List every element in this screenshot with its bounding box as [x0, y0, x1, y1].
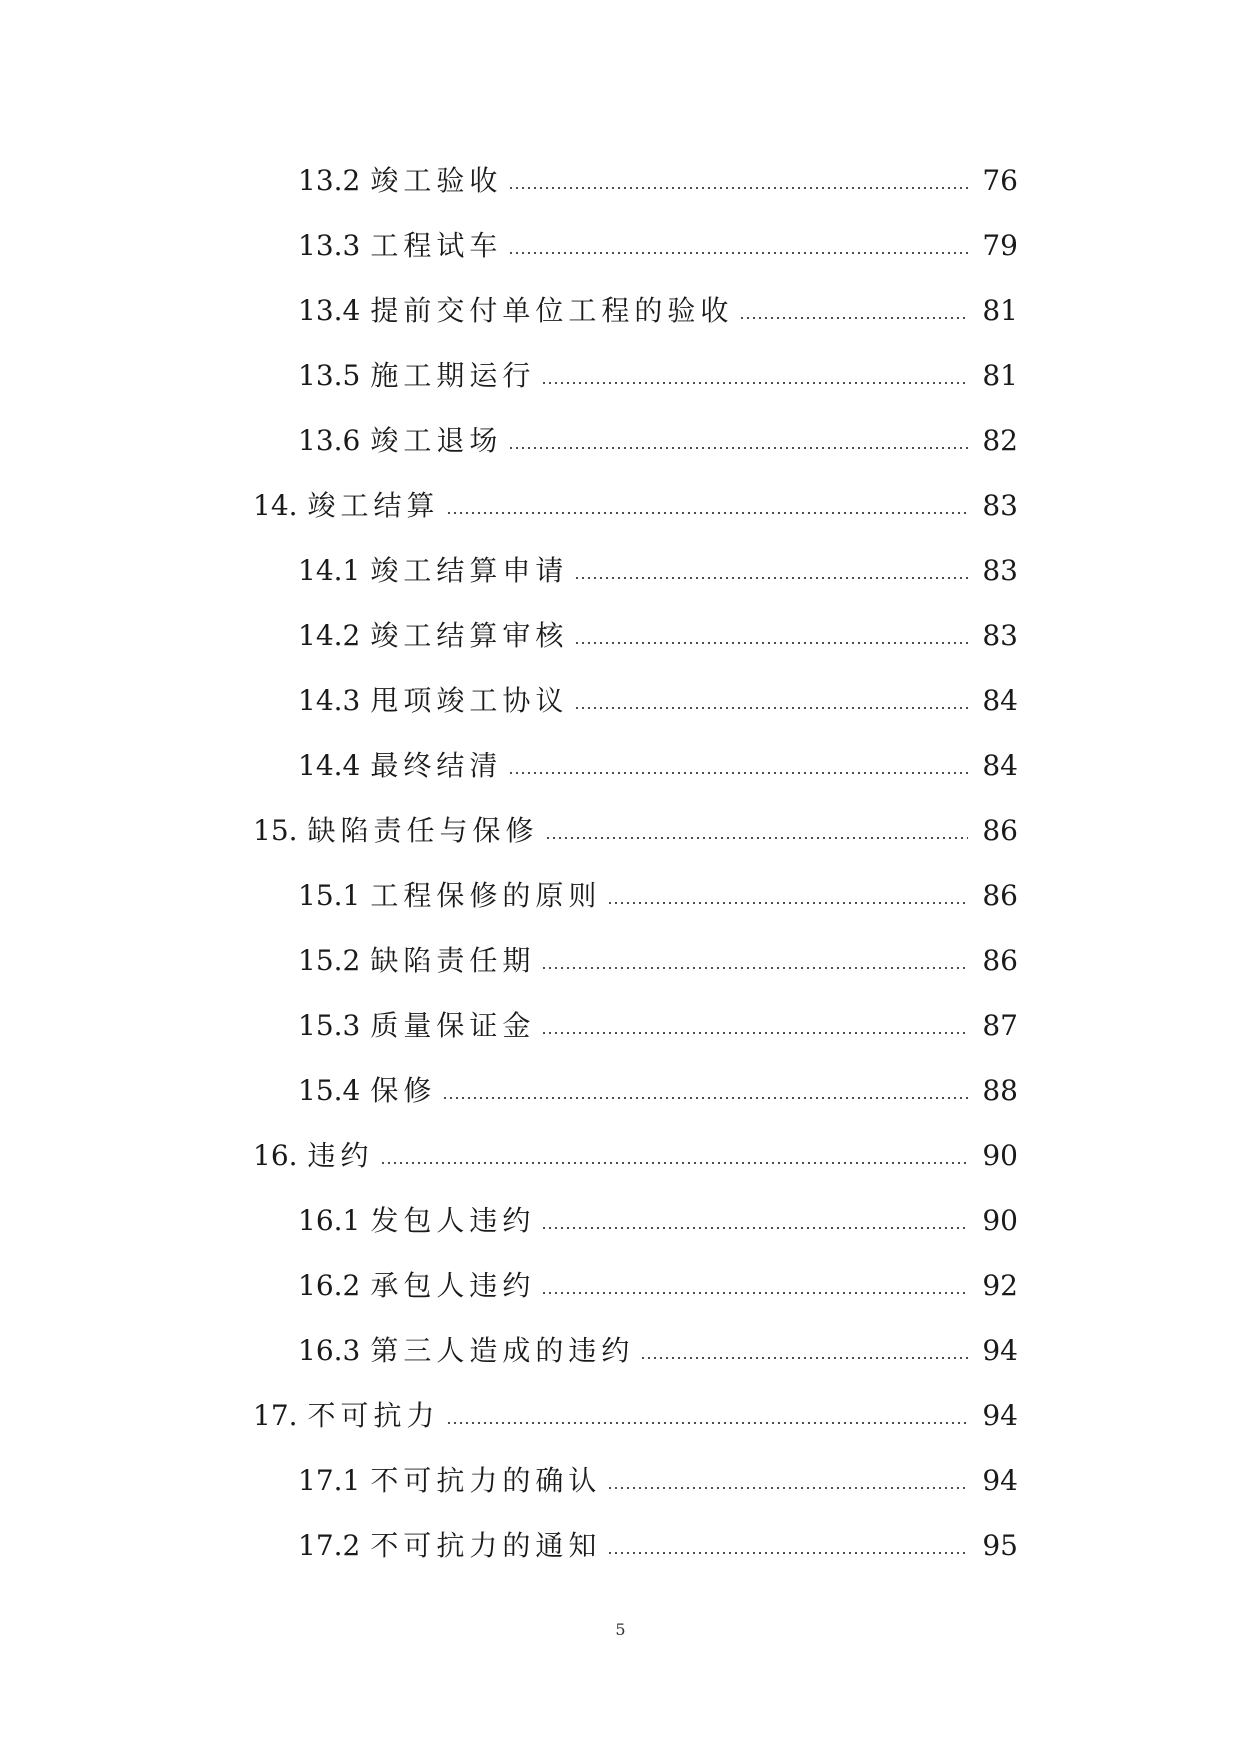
- toc-entry-number: 16.1: [298, 1203, 361, 1237]
- toc-entry[interactable]: [0, 213, 1241, 278]
- toc-entry-title: 最终结清: [370, 748, 503, 782]
- toc-entry[interactable]: [0, 1448, 1241, 1513]
- toc-entry-number: 16.: [253, 1138, 298, 1172]
- toc-dot-leader: [541, 1032, 968, 1034]
- toc-dot-leader: [508, 772, 968, 774]
- toc-entry-page: 79: [982, 228, 1018, 262]
- toc-entry[interactable]: [0, 603, 1241, 668]
- toc-dot-leader: [380, 1162, 968, 1164]
- toc-entry-title: 工程试车: [370, 228, 503, 262]
- toc-entry-page: 90: [982, 1203, 1018, 1237]
- toc-entry-number: 15.2: [298, 943, 361, 977]
- toc-dot-leader: [607, 1487, 968, 1489]
- toc-entry-number: 13.6: [298, 423, 361, 457]
- toc-entry[interactable]: [0, 1188, 1241, 1253]
- toc-dot-leader: [541, 382, 968, 384]
- toc-entry-title: 承包人违约: [370, 1268, 536, 1302]
- toc-dot-leader: [574, 577, 968, 579]
- toc-dot-leader: [640, 1357, 968, 1359]
- toc-dot-leader: [574, 642, 968, 644]
- toc-entry-page: 83: [982, 488, 1018, 522]
- toc-dot-leader: [541, 967, 968, 969]
- toc-entry-title: 工程保修的原则: [370, 878, 602, 912]
- toc-entry-title: 缺陷责任期: [370, 943, 536, 977]
- page-number: 5: [615, 1620, 626, 1639]
- toc-section-entry[interactable]: [0, 1123, 1241, 1188]
- toc-entry[interactable]: [0, 733, 1241, 798]
- toc-entry[interactable]: [0, 538, 1241, 603]
- toc-dot-leader: [574, 707, 968, 709]
- toc-dot-leader: [545, 837, 968, 839]
- toc-entry-number: 14.: [253, 488, 298, 522]
- toc-entry-page: 88: [982, 1073, 1018, 1107]
- toc-entry-page: 76: [982, 163, 1018, 197]
- toc-section-entry[interactable]: [0, 473, 1241, 538]
- toc-entry-title: 发包人违约: [370, 1203, 536, 1237]
- toc-entry-page: 81: [982, 358, 1018, 392]
- toc-entry-page: 81: [982, 293, 1018, 327]
- toc-entry-title: 缺陷责任与保修: [307, 813, 539, 847]
- toc-entry-title: 竣工退场: [370, 423, 503, 457]
- toc-entry-page: 90: [982, 1138, 1018, 1172]
- toc-dot-leader: [508, 447, 968, 449]
- toc-entry-page: 92: [982, 1268, 1018, 1302]
- toc-entry-page: 86: [982, 943, 1018, 977]
- toc-entry-number: 15.4: [298, 1073, 361, 1107]
- toc-entry-page: 94: [982, 1463, 1018, 1497]
- toc-dot-leader: [446, 512, 968, 514]
- toc-dot-leader: [442, 1097, 968, 1099]
- toc-entry[interactable]: [0, 993, 1241, 1058]
- toc-entry[interactable]: [0, 343, 1241, 408]
- toc-entry-page: 86: [982, 813, 1018, 847]
- toc-entry-number: 16.3: [298, 1333, 361, 1367]
- toc-entry[interactable]: [0, 863, 1241, 928]
- toc-entry[interactable]: [0, 668, 1241, 733]
- toc-entry-title: 第三人造成的违约: [370, 1333, 635, 1367]
- toc-entry-title: 质量保证金: [370, 1008, 536, 1042]
- toc-entry-page: 84: [982, 683, 1018, 717]
- toc-entry-page: 94: [982, 1398, 1018, 1432]
- toc-entry-title: 竣工结算: [307, 488, 440, 522]
- toc-entry-title: 竣工结算申请: [370, 553, 569, 587]
- toc-dot-leader: [541, 1292, 968, 1294]
- toc-entry-title: 保修: [370, 1073, 437, 1107]
- toc-entry-number: 14.1: [298, 553, 361, 587]
- toc-dot-leader: [739, 317, 968, 319]
- toc-section-entry[interactable]: [0, 798, 1241, 863]
- toc-entry-title: 竣工验收: [370, 163, 503, 197]
- toc-entry-title: 不可抗力的通知: [370, 1528, 602, 1562]
- toc-entry-title: 提前交付单位工程的验收: [370, 293, 734, 327]
- toc-entry-number: 17.2: [298, 1528, 361, 1562]
- toc-entry-page: 84: [982, 748, 1018, 782]
- toc-dot-leader: [607, 902, 968, 904]
- toc-entry-title: 竣工结算审核: [370, 618, 569, 652]
- toc-dot-leader: [508, 187, 968, 189]
- toc-entry-number: 13.3: [298, 228, 361, 262]
- toc-entry-number: 15.3: [298, 1008, 361, 1042]
- toc-entry-number: 14.2: [298, 618, 361, 652]
- toc-entry-title: 不可抗力: [307, 1398, 440, 1432]
- toc-entry[interactable]: [0, 148, 1241, 213]
- toc-entry[interactable]: [0, 1318, 1241, 1383]
- toc-entry-page: 82: [982, 423, 1018, 457]
- toc-entry-title: 违约: [307, 1138, 374, 1172]
- toc-entry-number: 17.: [253, 1398, 298, 1432]
- toc-entry[interactable]: [0, 1058, 1241, 1123]
- toc-entry-number: 13.2: [298, 163, 361, 197]
- toc-entry-page: 95: [982, 1528, 1018, 1562]
- toc-entry-number: 13.4: [298, 293, 361, 327]
- toc-dot-leader: [508, 252, 968, 254]
- toc-dot-leader: [607, 1552, 968, 1554]
- toc-entry-title: 甩项竣工协议: [370, 683, 569, 717]
- toc-entry-page: 87: [982, 1008, 1018, 1042]
- toc-entry-number: 13.5: [298, 358, 361, 392]
- toc-entry-number: 14.3: [298, 683, 361, 717]
- toc-section-entry[interactable]: [0, 1383, 1241, 1448]
- toc-entry-page: 86: [982, 878, 1018, 912]
- toc-entry-number: 16.2: [298, 1268, 361, 1302]
- table-of-contents: [0, 148, 1241, 1578]
- toc-entry-number: 17.1: [298, 1463, 361, 1497]
- toc-entry[interactable]: [0, 278, 1241, 343]
- toc-entry-title: 不可抗力的确认: [370, 1463, 602, 1497]
- toc-entry-number: 15.: [253, 813, 298, 847]
- toc-dot-leader: [446, 1422, 968, 1424]
- toc-entry-page: 83: [982, 618, 1018, 652]
- toc-entry-number: 15.1: [298, 878, 361, 912]
- toc-entry-page: 94: [982, 1333, 1018, 1367]
- toc-entry[interactable]: [0, 928, 1241, 993]
- toc-entry[interactable]: [0, 1513, 1241, 1578]
- toc-entry-page: 83: [982, 553, 1018, 587]
- toc-entry[interactable]: [0, 1253, 1241, 1318]
- toc-entry[interactable]: [0, 408, 1241, 473]
- toc-entry-title: 施工期运行: [370, 358, 536, 392]
- toc-dot-leader: [541, 1227, 968, 1229]
- toc-entry-number: 14.4: [298, 748, 361, 782]
